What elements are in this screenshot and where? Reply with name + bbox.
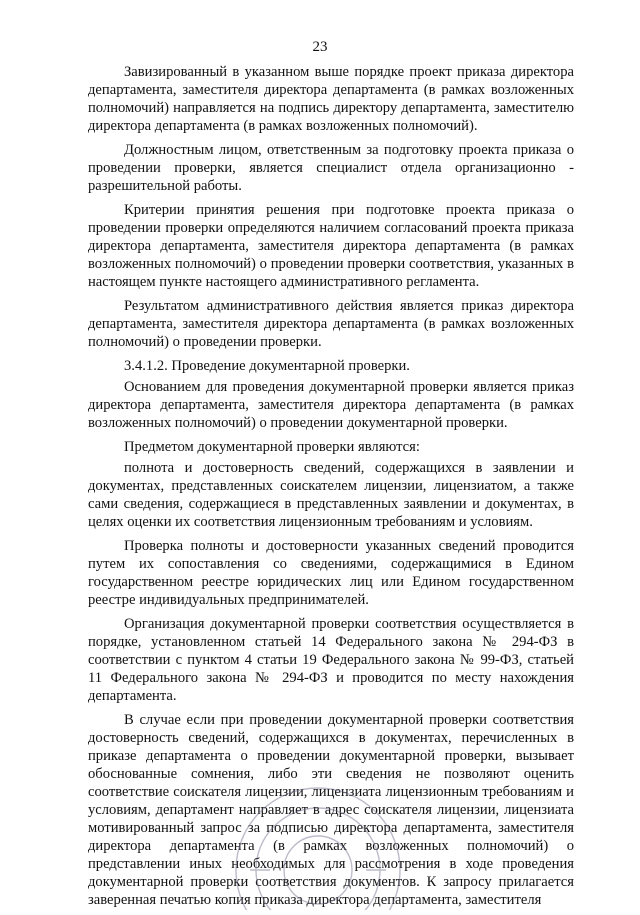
- section-heading: 3.4.1.2. Проведение документарной проверки.: [124, 358, 410, 374]
- paragraph-7: полнота и достоверность сведений, содержащихся в заявлении и документах, представленных соискателем лицензии, лицензиатом, а также сами сведения, содержащиеся в представленных заявлении и документах, в целях оценки их соответствия лицензионным требованиям и условиям.: [88, 460, 574, 530]
- paragraph-9: Организация документарной проверки соответствия осуществляется в порядке, установленном статьей 14 Федерального закона № 294-ФЗ в соответствии с пунктом 4 статьи 19 Федерального закона № 99-ФЗ, статьей 11 Федерального закона № 294-ФЗ и проводится по месту нахождения департамента.: [88, 616, 574, 704]
- official-seal-icon: [230, 775, 405, 910]
- paragraph-1: Завизированный в указанном выше порядке проект приказа директора департамента, заместителя директора департамента (в рамках возложенных полномочий) направляется на подпись директору департамента, заместителю директора департамента (в рамках возложенных полномочий).: [88, 64, 574, 134]
- paragraph-4: Результатом административного действия является приказ директора департамента, заместителя директора департамента (в рамках возложенных полномочий) о проведении проверки.: [88, 298, 574, 350]
- paragraph-5: Основанием для проведения документарной проверки является приказ директора департамента, заместителя директора департамента (в рамках возложенных полномочий) о проведении документарной проверки.: [88, 379, 574, 431]
- paragraph-2: Должностным лицом, ответственным за подготовку проекта приказа о проведении проверки, является специалист отдела организационно - разрешительной работы.: [88, 142, 574, 194]
- page-number: 23: [312, 39, 328, 55]
- paragraph-6: Предметом документарной проверки являются:: [124, 439, 420, 455]
- paragraph-8: Проверка полноты и достоверности указанных сведений проводится путем их сопоставления со сведениями, содержащимися в Едином государственном реестре юридических лиц или Едином государственном реестре индивидуальных предпринимателей.: [88, 538, 574, 608]
- paragraph-10: В случае если при проведении документарной проверки соответствия достоверность сведений, содержащихся в документах, перечисленных в приказе департамента о проведении документарной проверки, вызывает обоснованные сомнения, либо эти сведения не позволяют оценить соответствие соискателя лицензии, лицензиата лицензионным требованиям и условиям, департамент направляет в адрес соискателя лицензии, лицензиата мотивированный запрос за подписью директора департамента, заместителя директора департамента (в рамках возложенных полномочий) о представлении иных необходимых для рассмотрения в ходе проведения документарной проверки соответствия документов. К запросу прилагается заверенная печатью копия приказа директора департамента, заместителя: [88, 712, 574, 908]
- paragraph-3: Критерии принятия решения при подготовке проекта приказа о проведении проверки определяются наличием согласований проекта приказа директора департамента, заместителя директора департамента (в рамках возложенных полномочий) о проведении проверки соответствия, указанных в настоящем пункте настоящего административного регламента.: [88, 202, 574, 290]
